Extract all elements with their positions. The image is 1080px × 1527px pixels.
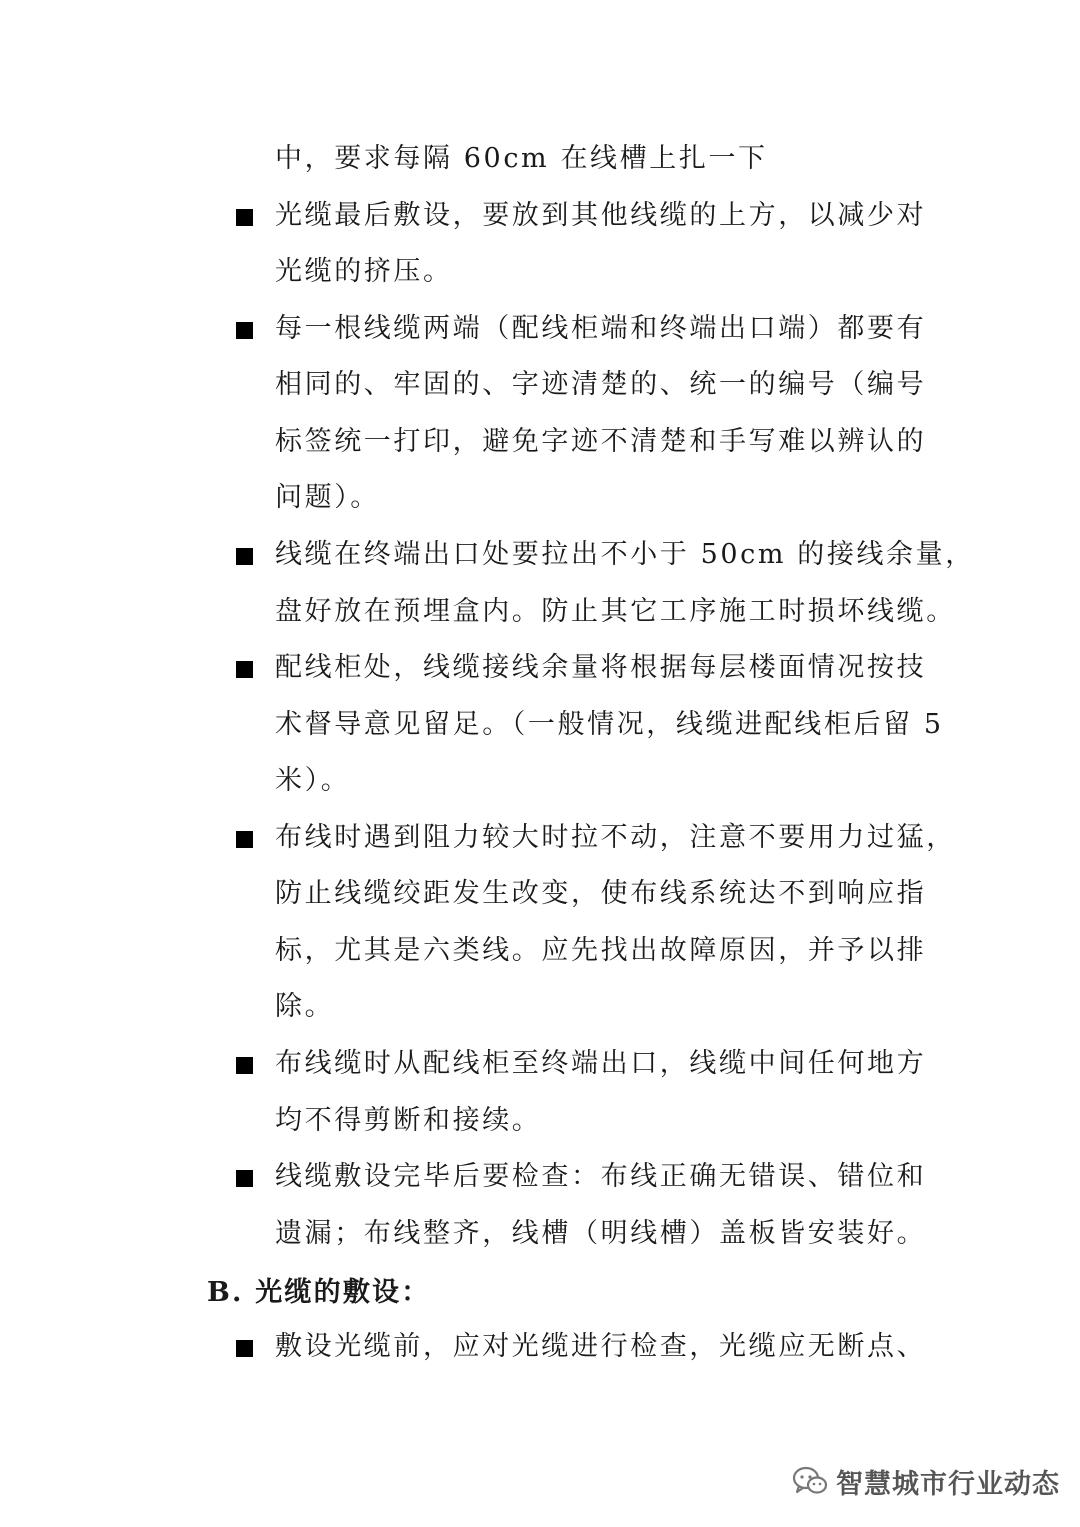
bullet-square-icon (236, 1170, 253, 1187)
text-line: 相同的、牢固的、字迹清楚的、统一的编号（编号 (275, 369, 927, 400)
bullet-square-icon (236, 831, 253, 848)
text-line: 线缆在终端出口处要拉出不小于 50cm 的接线余量， (275, 539, 975, 570)
bullet-square-icon (236, 1340, 253, 1357)
text-line: 标，尤其是六类线。应先找出故障原因，并予以排 (275, 935, 927, 966)
text-line: 问题）。 (275, 482, 380, 513)
text-line: 米）。 (275, 765, 351, 796)
text-line: 防止线缆绞距发生改变，使布线系统达不到响应指 (275, 878, 927, 909)
section-heading: B. 光缆的敷设： (207, 1277, 431, 1308)
bullet-square-icon (236, 1057, 253, 1074)
text-line: 均不得剪断和接续。 (275, 1105, 542, 1136)
text-line: 每一根线缆两端（配线柜端和终端出口端）都要有 (275, 313, 927, 344)
text-line: 光缆的挤压。 (275, 256, 453, 287)
text-line: 线缆敷设完毕后要检查：布线正确无错误、错位和 (275, 1161, 927, 1192)
watermark-text: 智慧城市行业动态 (836, 1468, 1060, 1500)
bullet-square-icon (236, 548, 253, 565)
text-line: 中，要求每隔 60cm 在线槽上扎一下 (275, 143, 768, 174)
text-line: 术督导意见留足。（一般情况，线缆进配线柜后留 5 (275, 709, 944, 740)
text-line: 布线时遇到阻力较大时拉不动，注意不要用力过猛， (275, 822, 956, 853)
bullet-square-icon (236, 322, 253, 339)
watermark (792, 1461, 1060, 1501)
bullet-square-icon (236, 209, 253, 226)
text-line: 盘好放在预埋盒内。防止其它工序施工时损坏线缆。 (275, 596, 956, 627)
text-line: 遗漏；布线整齐，线槽（明线槽）盖板皆安装好。 (275, 1218, 927, 1249)
text-line: 除。 (275, 991, 335, 1022)
text-line: 标签统一打印，避免字迹不清楚和手写难以辨认的 (275, 426, 927, 457)
text-line: 敷设光缆前，应对光缆进行检查，光缆应无断点、 (275, 1331, 927, 1362)
text-line: 光缆最后敷设，要放到其他线缆的上方，以减少对 (275, 200, 927, 231)
text-line: 布线缆时从配线柜至终端出口，线缆中间任何地方 (275, 1048, 927, 1079)
wechat-icon (792, 1465, 828, 1497)
text-line: 配线柜处，线缆接线余量将根据每层楼面情况按技 (275, 652, 927, 683)
bullet-square-icon (236, 661, 253, 678)
